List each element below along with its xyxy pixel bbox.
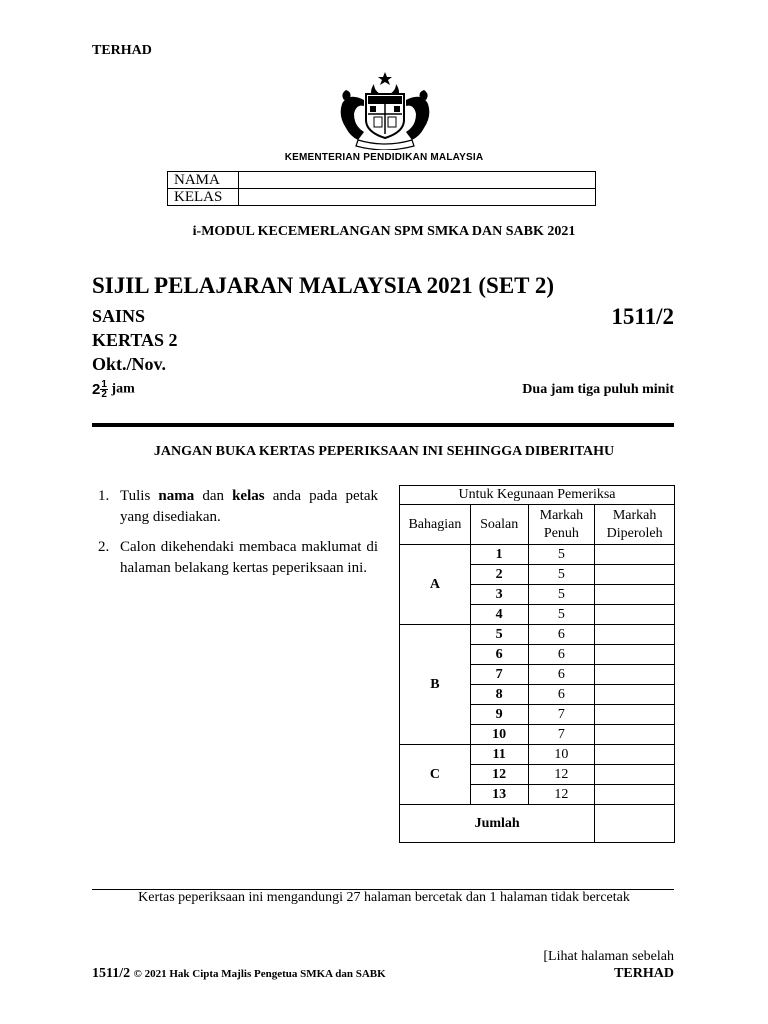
question-number: 8 xyxy=(470,685,528,705)
duration-fraction-part xyxy=(100,380,108,399)
marks-obtained-cell[interactable] xyxy=(595,745,675,765)
header-marks-obtained xyxy=(595,505,675,545)
marks-obtained-cell[interactable] xyxy=(595,585,675,605)
full-marks: 5 xyxy=(528,605,595,625)
header-full-line1: Markah xyxy=(539,507,584,523)
exam-title: SIJIL PELAJARAN MALAYSIA 2021 (SET 2) xyxy=(92,273,555,298)
marks-obtained-cell[interactable] xyxy=(595,665,675,685)
classification-header: TERHAD xyxy=(92,43,152,58)
total-label: Jumlah xyxy=(400,805,595,843)
full-marks: 6 xyxy=(528,645,595,665)
name-label: NAMA xyxy=(168,172,239,189)
section-label: C xyxy=(400,745,471,805)
question-number: 6 xyxy=(470,645,528,665)
question-number: 7 xyxy=(470,665,528,685)
instruction-text: Calon dikehendaki membaca maklumat di halaman belakang kertas peperiksaan ini. xyxy=(120,539,378,576)
full-marks: 12 xyxy=(528,785,595,805)
coat-of-arms-logo xyxy=(330,70,440,150)
duration-fraction xyxy=(92,380,135,402)
header-question: Soalan xyxy=(470,505,528,545)
marks-obtained-cell[interactable] xyxy=(595,605,675,625)
exam-session: Okt./Nov. xyxy=(92,354,167,374)
subject-name: SAINS xyxy=(92,306,146,326)
full-marks: 6 xyxy=(528,685,595,705)
full-marks: 6 xyxy=(528,625,595,645)
question-number: 11 xyxy=(470,745,528,765)
marks-row xyxy=(400,625,675,645)
footer-copyright: © 2021 Hak Cipta Majlis Pengetua SMKA dan SABK xyxy=(133,968,386,980)
section-label: B xyxy=(400,625,471,745)
question-number: 1 xyxy=(470,545,528,565)
marks-row xyxy=(400,745,675,765)
duration-numerator: 1 xyxy=(101,379,107,390)
marks-obtained-cell[interactable] xyxy=(595,725,675,745)
warning-notice: JANGAN BUKA KERTAS PEPERIKSAAN INI SEHINGGA DIBERITAHU xyxy=(153,444,615,459)
header-full-line2: Penuh xyxy=(543,525,579,541)
instruction-number: 1. xyxy=(98,488,110,504)
instruction-item xyxy=(92,537,378,579)
instruction-text: anda pada petak yang disediakan. xyxy=(120,488,378,525)
instruction-item xyxy=(92,486,378,528)
header-obtained-line1: Markah xyxy=(612,507,657,523)
instruction-bold-class: kelas xyxy=(232,488,265,504)
section-label: A xyxy=(400,545,471,625)
question-number: 10 xyxy=(470,725,528,745)
full-marks: 7 xyxy=(528,725,595,745)
duration-denominator: 2 xyxy=(101,389,107,400)
marks-obtained-cell[interactable] xyxy=(595,645,675,665)
next-page-note: [Lihat halaman sebelah xyxy=(543,949,674,964)
classification-footer: TERHAD xyxy=(614,966,674,981)
marks-obtained-cell[interactable] xyxy=(595,545,675,565)
header-section: Bahagian xyxy=(400,505,471,545)
full-marks: 5 xyxy=(528,545,595,565)
instruction-text: Tulis xyxy=(120,488,159,504)
question-number: 12 xyxy=(470,765,528,785)
question-number: 9 xyxy=(470,705,528,725)
duration-words: Dua jam tiga puluh minit xyxy=(522,382,674,397)
full-marks: 7 xyxy=(528,705,595,725)
module-title: i-MODUL KECEMERLANGAN SPM SMKA DAN SABK 2021 xyxy=(192,224,576,239)
marks-obtained-cell[interactable] xyxy=(595,625,675,645)
full-marks: 5 xyxy=(528,565,595,585)
name-class-box xyxy=(167,171,596,206)
full-marks: 5 xyxy=(528,585,595,605)
question-number: 4 xyxy=(470,605,528,625)
instruction-text: dan xyxy=(194,488,233,504)
class-label: KELAS xyxy=(168,189,239,206)
total-marks-cell[interactable] xyxy=(595,805,675,843)
question-number: 3 xyxy=(470,585,528,605)
full-marks: 12 xyxy=(528,765,595,785)
marks-obtained-cell[interactable] xyxy=(595,765,675,785)
ministry-name: KEMENTERIAN PENDIDIKAN MALAYSIA xyxy=(284,152,484,163)
question-number: 13 xyxy=(470,785,528,805)
marks-obtained-cell[interactable] xyxy=(595,785,675,805)
full-marks: 6 xyxy=(528,665,595,685)
question-number: 5 xyxy=(470,625,528,645)
marks-obtained-cell[interactable] xyxy=(595,705,675,725)
name-field[interactable] xyxy=(239,172,596,189)
full-marks: 10 xyxy=(528,745,595,765)
section-divider xyxy=(92,423,674,427)
duration-unit: jam xyxy=(111,381,135,397)
paper-code: 1511/2 xyxy=(611,304,674,329)
page-count-note: Kertas peperiksaan ini mengandungi 27 halaman bercetak dan 1 halaman tidak bercetak xyxy=(138,890,630,905)
instructions-list xyxy=(92,486,378,588)
examiner-marks-table xyxy=(399,485,675,843)
header-full-marks xyxy=(528,505,595,545)
header-obtained-line2: Diperoleh xyxy=(606,525,663,541)
paper-number: KERTAS 2 xyxy=(92,330,178,350)
marks-row xyxy=(400,545,675,565)
duration-whole: 2 xyxy=(92,381,101,398)
class-field[interactable] xyxy=(239,189,596,206)
instruction-number: 2. xyxy=(98,539,110,555)
marks-obtained-cell[interactable] xyxy=(595,565,675,585)
instruction-bold-name: nama xyxy=(158,488,195,504)
footer-code: 1511/2 xyxy=(92,966,131,981)
marks-obtained-cell[interactable] xyxy=(595,685,675,705)
footer-left xyxy=(92,966,386,982)
examiner-table-title: Untuk Kegunaan Pemeriksa xyxy=(400,486,675,505)
question-number: 2 xyxy=(470,565,528,585)
